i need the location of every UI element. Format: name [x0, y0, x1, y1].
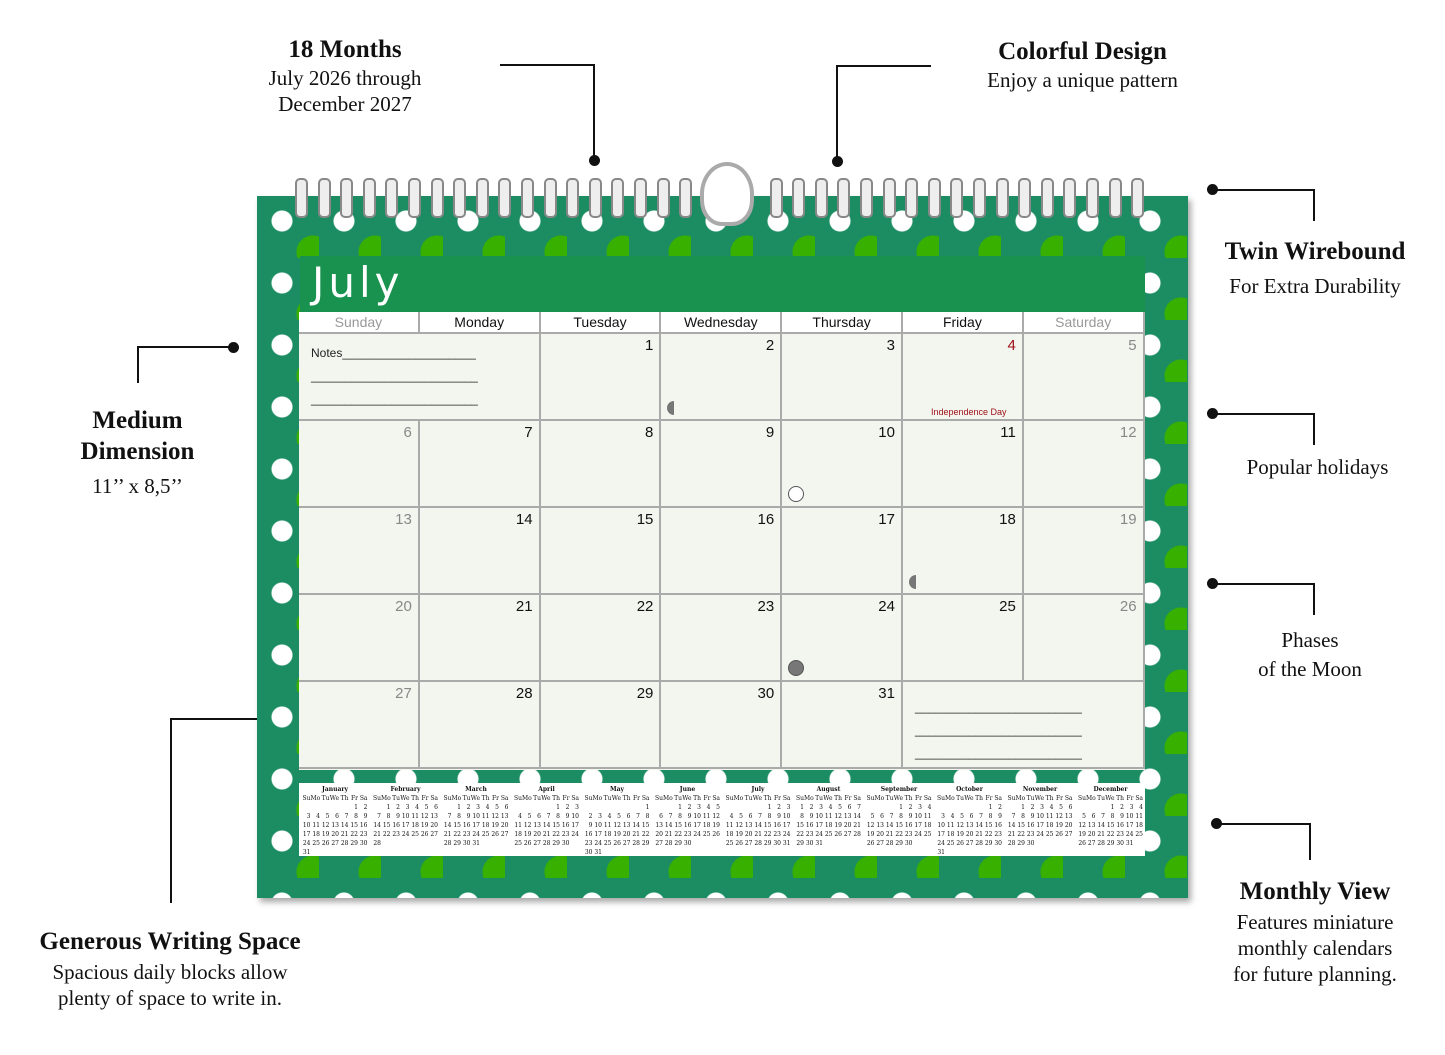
day-cell[interactable] [541, 595, 662, 682]
mini-calendars [299, 783, 1145, 856]
moon-phase-icon [667, 401, 681, 415]
mini-month-january: January Su Mo Tu We Th Fr Sa 1 2 3 4 5 6 7 8 9 10 11 12 13 14 15 16 17 18 19 20 21 22 23 24 25 26 27 28 29 30 31 [302, 786, 368, 856]
day-number: 27 [395, 685, 412, 702]
day-number: 6 [403, 424, 412, 441]
day-cell[interactable] [299, 595, 420, 682]
dimension-annotation [40, 405, 235, 499]
design-sub: Enjoy a unique pattern [987, 68, 1178, 92]
moon-phase-icon [788, 486, 804, 502]
day-number: 19 [1119, 511, 1137, 528]
weekday-wednesday: Wednesday [661, 312, 782, 334]
wire-ring [996, 178, 1009, 218]
notes-cell[interactable] [903, 682, 1145, 769]
day-cell[interactable] [420, 682, 541, 769]
holidays-annotation [1215, 454, 1420, 480]
day-cell[interactable] [1024, 508, 1145, 595]
mini-month-october: October Su Mo Tu We Th Fr Sa 1 2 3 4 5 6 7 8 9 10 11 12 13 14 15 16 17 18 19 20 21 22 23 24 25 26 27 28 29 30 31 [937, 786, 1002, 856]
wire-ring [883, 178, 896, 218]
day-cell[interactable] [903, 421, 1024, 508]
connector [1313, 413, 1315, 445]
day-cell[interactable] [661, 421, 782, 508]
day-cell[interactable] [903, 595, 1024, 682]
wire-ring [521, 178, 534, 218]
connector [1313, 189, 1315, 221]
day-number: 18 [999, 511, 1016, 528]
wire-ring [453, 178, 466, 218]
day-number: 3 [886, 337, 895, 354]
day-number: 12 [1119, 424, 1137, 441]
moon-sub2: of the Moon [1258, 657, 1362, 681]
day-number: 5 [1128, 337, 1137, 354]
wire-ring [544, 178, 557, 218]
wire-ring [408, 178, 421, 218]
months-sub1: July 2026 through [268, 66, 422, 90]
wire-ring [837, 178, 850, 218]
wire-ring [1018, 178, 1031, 218]
wire-ring [363, 178, 376, 218]
moon-phase-icon [909, 575, 923, 589]
moon-phase-icon [788, 660, 804, 676]
holidays-sub: Popular holidays [1246, 455, 1389, 479]
day-number: 8 [645, 424, 654, 441]
weekday-thursday: Thursday [782, 312, 903, 334]
day-cell[interactable] [903, 508, 1024, 595]
wire-ring [770, 178, 783, 218]
moon-sub1: Phases [1281, 628, 1339, 652]
notes-cell[interactable] [299, 334, 541, 421]
day-cell[interactable] [782, 334, 903, 421]
connector [1212, 189, 1315, 191]
wire-title: Twin Wirebound [1224, 238, 1406, 265]
day-number: 4 [1007, 337, 1016, 354]
day-number: 1 [645, 337, 654, 354]
day-number: 15 [636, 511, 654, 528]
day-cell[interactable] [782, 682, 903, 769]
day-number: 26 [1119, 598, 1137, 615]
holiday-label: Independence Day [931, 407, 1007, 417]
connector [1212, 413, 1315, 415]
day-cell[interactable] [1024, 334, 1145, 421]
day-cell[interactable] [661, 508, 782, 595]
month-banner [300, 256, 1145, 312]
day-cell[interactable] [420, 508, 541, 595]
monthly-title: Monthly View [1239, 878, 1391, 905]
dimension-title1: Medium [92, 407, 183, 434]
wire-ring [611, 178, 624, 218]
day-number: 25 [999, 598, 1016, 615]
wire-ring [860, 178, 873, 218]
connector [836, 65, 931, 67]
day-cell[interactable] [1024, 595, 1145, 682]
connector [593, 64, 595, 158]
mini-month-march: March Su Mo Tu We Th Fr Sa 1 2 3 4 5 6 7 8 9 10 11 12 13 14 15 16 17 18 19 20 21 22 23 24 25 26 27 28 29 30 31 [443, 786, 509, 847]
mini-month-may: May Su Mo Tu We Th Fr Sa 1 2 3 4 5 6 7 8 9 10 11 12 13 14 15 16 17 18 19 20 21 22 23 24 25 26 27 28 29 30 31 [584, 786, 650, 856]
weekday-friday: Friday [903, 312, 1024, 334]
connector [1313, 583, 1315, 615]
day-number: 16 [757, 511, 775, 528]
day-cell[interactable] [661, 334, 782, 421]
notes-lines: _________________________ _________________________ _________________________ [915, 700, 1082, 760]
day-number: 23 [757, 598, 775, 615]
design-annotation [960, 36, 1205, 93]
mini-month-september: September Su Mo Tu We Th Fr Sa 1 2 3 4 5 6 7 8 9 10 11 12 13 14 15 16 17 18 19 20 21 22 23 24 25 26 27 28 29 30 [866, 786, 932, 847]
day-cell[interactable] [541, 682, 662, 769]
weekday-tuesday: Tuesday [541, 312, 662, 334]
wire-ring [815, 178, 828, 218]
day-cell[interactable] [541, 508, 662, 595]
connector [836, 65, 838, 159]
day-number: 10 [878, 424, 895, 441]
hanger-hook [700, 162, 754, 226]
connector [1216, 823, 1311, 825]
wire-ring [679, 178, 692, 218]
day-cell[interactable] [661, 682, 782, 769]
mini-month-june: June Su Mo Tu We Th Fr Sa 1 2 3 4 5 6 7 8 9 10 11 12 13 14 15 16 17 18 19 20 21 22 23 24 25 26 27 28 29 30 [655, 786, 720, 847]
connector [1309, 823, 1311, 860]
pointer-dot [589, 155, 600, 166]
day-cell[interactable] [903, 334, 1024, 421]
wire-ring [1131, 178, 1144, 218]
wire-ring [634, 178, 647, 218]
day-number: 7 [524, 424, 533, 441]
dimension-sub: 11’’ x 8,5’’ [92, 474, 183, 498]
day-cell[interactable] [299, 421, 420, 508]
pointer-dot [832, 156, 843, 167]
day-cell[interactable] [661, 595, 782, 682]
day-cell[interactable] [420, 421, 541, 508]
wire-ring [431, 178, 444, 218]
wire-ring [950, 178, 963, 218]
pointer-dot [228, 342, 239, 353]
wire-ring [566, 178, 579, 218]
notes-lines: Notes____________________ _________________________ _________________________ [311, 346, 478, 406]
connector [137, 346, 139, 383]
wire-ring [928, 178, 941, 218]
wire-ring [476, 178, 489, 218]
wire-ring [295, 178, 308, 218]
wire-ring [318, 178, 331, 218]
day-number: 14 [515, 511, 533, 528]
day-cell[interactable] [299, 508, 420, 595]
day-number: 30 [757, 685, 775, 702]
day-number: 13 [395, 511, 412, 528]
weekday-sunday: Sunday [299, 312, 420, 334]
weekday-saturday: Saturday [1024, 312, 1145, 334]
wire-ring [1041, 178, 1054, 218]
writing-sub2: plenty of space to write in. [58, 986, 282, 1010]
monthly-sub3: for future planning. [1233, 962, 1397, 986]
mini-month-july: July Su Mo Tu We Th Fr Sa 1 2 3 4 5 6 7 8 9 10 11 12 13 14 15 16 17 18 19 20 21 22 23 24 25 26 27 28 29 30 31 [725, 786, 791, 847]
day-cell[interactable] [1024, 421, 1145, 508]
writing-sub1: Spacious daily blocks allow [52, 960, 288, 984]
moon-annotation [1215, 626, 1405, 684]
design-title: Colorful Design [998, 38, 1167, 65]
wire-ring [1086, 178, 1099, 218]
months-annotation [245, 34, 445, 117]
connector [137, 346, 235, 348]
day-cell[interactable] [782, 508, 903, 595]
wire-ring [498, 178, 511, 218]
writing-title: Generous Writing Space [39, 928, 301, 955]
day-number: 28 [515, 685, 533, 702]
day-cell[interactable] [541, 421, 662, 508]
writing-annotation [20, 926, 320, 1011]
wire-ring [385, 178, 398, 218]
dimension-title2: Dimension [80, 438, 195, 465]
day-cell[interactable] [782, 421, 903, 508]
wire-ring [589, 178, 602, 218]
day-number: 9 [765, 424, 775, 441]
day-number: 2 [765, 337, 775, 354]
day-number: 24 [878, 598, 895, 615]
monthly-sub1: Features miniature [1236, 910, 1394, 934]
day-number: 17 [878, 511, 895, 528]
wire-annotation [1200, 236, 1430, 299]
day-cell[interactable] [299, 682, 420, 769]
mini-month-november: November Su Mo Tu We Th Fr Sa 1 2 3 4 5 6 7 8 9 10 11 12 13 14 15 16 17 18 19 20 21 22 23 24 25 26 27 28 29 30 [1007, 786, 1073, 847]
day-number: 31 [878, 685, 895, 702]
month-grid [299, 312, 1145, 770]
wire-ring [657, 178, 670, 218]
weekday-monday: Monday [420, 312, 541, 334]
months-sub2: December 2027 [278, 92, 412, 116]
day-number: 22 [636, 598, 654, 615]
day-cell[interactable] [420, 595, 541, 682]
wire-ring [340, 178, 353, 218]
wire-sub: For Extra Durability [1229, 274, 1401, 298]
connector [500, 64, 595, 66]
mini-month-april: April Su Mo Tu We Th Fr Sa 1 2 3 4 5 6 7 8 9 10 11 12 13 14 15 16 17 18 19 20 21 22 23 24 25 26 27 28 29 30 [514, 786, 579, 847]
day-cell[interactable] [541, 334, 662, 421]
mini-month-august: August Su Mo Tu We Th Fr Sa 1 2 3 4 5 6 7 8 9 10 11 12 13 14 15 16 17 18 19 20 21 22 23 24 25 26 27 28 29 30 31 [796, 786, 861, 847]
monthly-annotation [1205, 876, 1425, 987]
connector [1212, 583, 1315, 585]
month-title: July [312, 258, 404, 307]
day-number: 11 [1000, 424, 1016, 441]
months-title: 18 Months [288, 36, 402, 63]
wire-ring [973, 178, 986, 218]
mini-month-february: February Su Mo Tu We Th Fr Sa 1 2 3 4 5 6 7 8 9 10 11 12 13 14 15 16 17 18 19 20 21 22 23 24 25 26 27 28 [373, 786, 438, 847]
connector [170, 718, 172, 903]
wire-ring [1109, 178, 1122, 218]
wire-ring [905, 178, 918, 218]
mini-month-december: December Su Mo Tu We Th Fr Sa 1 2 3 4 5 6 7 8 9 10 11 12 13 14 15 16 17 18 19 20 21 22 23 24 25 26 27 28 29 30 31 [1078, 786, 1143, 847]
day-number: 20 [395, 598, 412, 615]
day-number: 21 [515, 598, 533, 615]
monthly-sub2: monthly calendars [1237, 936, 1393, 960]
wire-ring [1063, 178, 1076, 218]
day-cell[interactable] [782, 595, 903, 682]
wire-ring [792, 178, 805, 218]
day-number: 29 [636, 685, 654, 702]
